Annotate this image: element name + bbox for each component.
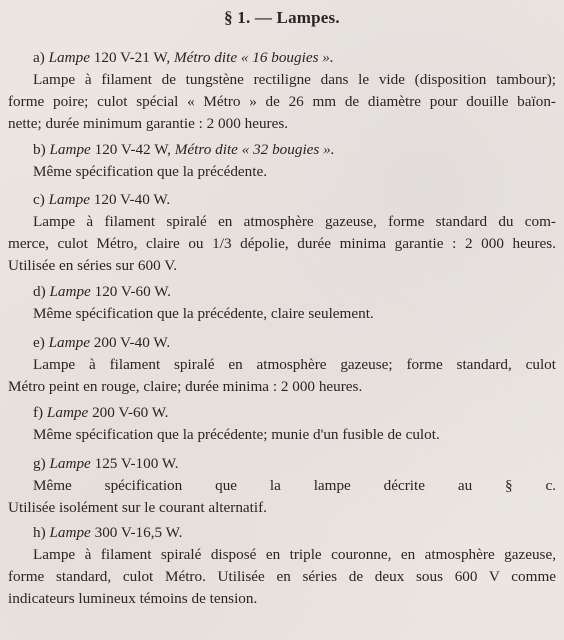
entry-text-line: Utilisée en séries sur 600 V.	[8, 257, 178, 274]
entry-spec: 120 V-42 W,	[94, 141, 171, 158]
entry-letter: e)	[33, 334, 45, 351]
entry-text-line: Même spécification que la précédente.	[33, 163, 268, 180]
entry-spec: 200 V-40 W.	[93, 334, 171, 351]
entry-title	[33, 522, 556, 544]
entry-letter: h)	[33, 524, 46, 541]
entry-text-line: Même spécification que la précédente, claire seulement.	[33, 305, 374, 322]
entry-title	[33, 47, 556, 69]
entry-text-line: Lampe à filament de tungstène rectiligne dans le vide (disposition tambour);	[33, 71, 556, 88]
entry-text-line: forme poire; culot spécial « Métro » de 26 mm de diamètre pour douille baïon-	[8, 93, 556, 110]
entry-type: Lampe	[48, 334, 90, 351]
entry-text-line: Même spécification que la précédente; munie d'un fusible de culot.	[33, 426, 440, 443]
entry-note: Métro dite « 32 bougies ».	[174, 141, 335, 158]
entry-spec: 120 V-40 W.	[93, 191, 171, 208]
entry-type: Lampe	[48, 49, 90, 66]
entry-title	[33, 139, 556, 161]
entry-spec: 300 V-16,5 W.	[94, 524, 183, 541]
entry-spec: 120 V-60 W.	[94, 283, 171, 300]
entry-title	[33, 281, 556, 303]
section-heading: § 1. — Lampes.	[224, 8, 340, 27]
entry-spec: 125 V-100 W.	[94, 455, 179, 472]
entry-type: Lampe	[49, 455, 91, 472]
entry-text-line: Lampe à filament spiralé disposé en triple couronne, en atmosphère gazeuse,	[33, 546, 556, 563]
entry-title	[33, 453, 556, 475]
entry-spec: 200 V-60 W.	[92, 404, 169, 421]
entry-text-line: nette; durée minimum garantie : 2 000 heures.	[8, 115, 289, 132]
entry-letter: f)	[33, 404, 44, 421]
entry-letter: d)	[33, 283, 46, 300]
entry-text-line: forme standard, culot Métro. Utilisée en séries de deux sous 600 V comme	[8, 568, 556, 585]
entry-letter: c)	[33, 191, 45, 208]
entry-text-line: Même spécification que la lampe décrite au § c.	[33, 477, 556, 494]
entry-type: Lampe	[48, 191, 90, 208]
entry-letter: g)	[33, 455, 46, 472]
entry-text-line: merce, culot Métro, claire ou 1/3 dépolie, durée minima garantie : 2 000 heures.	[8, 235, 556, 252]
entry-text-line: Lampe à filament spiralé en atmosphère gazeuse, forme standard du com-	[33, 213, 556, 230]
entry-letter: a)	[33, 49, 45, 66]
entry-title	[33, 402, 556, 424]
entry-type: Lampe	[46, 404, 89, 421]
entry-spec: 120 V-21 W,	[93, 49, 171, 66]
entry-type: Lampe	[49, 141, 91, 158]
entry-title	[33, 189, 556, 211]
entry-title	[33, 332, 556, 354]
entry-text-line: Métro peint en rouge, claire; durée minima : 2 000 heures.	[8, 378, 363, 395]
entry-letter: b)	[33, 141, 46, 158]
entry-text-line: Utilisée isolément sur le courant alternatif.	[8, 499, 267, 516]
entry-text-line: indicateurs lumineux témoins de tension.	[8, 590, 258, 607]
entry-type: Lampe	[49, 283, 91, 300]
entry-type: Lampe	[49, 524, 91, 541]
entry-note: Métro dite « 16 bougies ».	[173, 49, 334, 66]
entry-text-line: Lampe à filament spiralé en atmosphère gazeuse; forme standard, culot	[33, 356, 556, 373]
